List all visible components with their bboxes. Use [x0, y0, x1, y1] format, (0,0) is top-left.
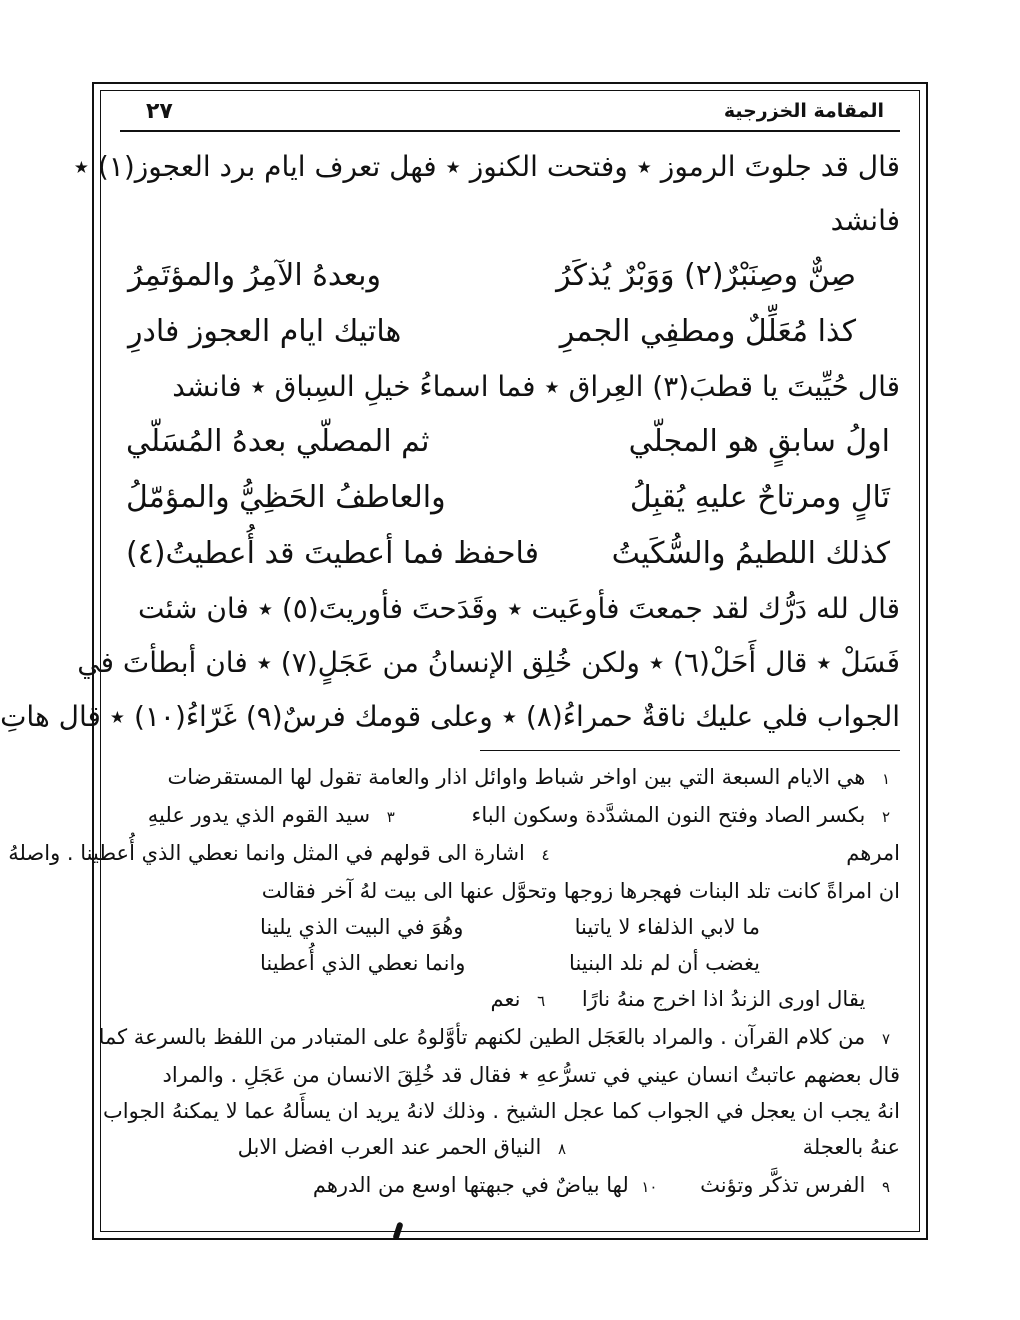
footnote-9-10 [120, 1167, 900, 1205]
footnote-separator [480, 750, 900, 751]
hemistich: صِنٌّ وصِنَبْرٌ(٢) وَوَبْرٌ يُذكَرُ [556, 258, 856, 293]
footnote-number: ٤ [541, 846, 550, 864]
footnote-2-3 [120, 797, 900, 835]
footnote-text: النياق الحمر عند العرب افضل الابل [237, 1135, 542, 1159]
footnote-number: ١٠ [641, 1178, 658, 1196]
footnote-7 [98, 1019, 900, 1057]
hemistich: كذا مُعَلِّلٌ ومطفِي الجمرِ [559, 314, 856, 349]
footnote-text: يقال اورى الزندُ اذا اخرج منهُ نارًا [581, 987, 866, 1011]
hemistich: وانما نعطي الذي أُعطينا [260, 951, 466, 975]
footnote-number: ٧ [881, 1030, 891, 1048]
main-text [0, 140, 900, 744]
footnotes [8, 759, 900, 1205]
footnote-text: عنهُ بالعجلة [802, 1135, 900, 1159]
footnote-1 [120, 759, 900, 797]
hemistich: وبعدهُ الآمِرُ والمؤتَمِرُ [128, 258, 381, 293]
hemistich: كذلك اللطيمُ والسُّكَيتُ [611, 536, 890, 571]
hemistich: اولُ سابقٍ هو المجلّي [628, 424, 890, 459]
text-line: قال حُيِّيتَ يا قطبَ(٣) العِراق ٭ فما اسماءُ خيلِ السِباق ٭ فانشد [172, 370, 900, 403]
verse-line [120, 470, 900, 526]
hemistich: هاتيك ايام العجوز فادرِ [128, 314, 402, 349]
hemistich: ما لابي الذلفاء لا ياتينا [574, 915, 760, 939]
footnote-text: نعم [490, 987, 521, 1011]
footnote-text: بكسر الصاد وفتح النون المشدَّدة وسكون الباء [471, 803, 866, 827]
text-line: فَسَلْ ٭ قال أَحَلْ(٦) ٭ ولكن خُلِق الإنسانُ من عَجَلٍ(٧) ٭ فان أبطأتَ في [77, 646, 900, 679]
footnote-number: ٢ [881, 808, 891, 826]
verse-line [120, 414, 900, 470]
hemistich: ثم المصلّي بعدهُ المُسَلّي [126, 424, 430, 459]
footnote-number: ٨ [557, 1140, 566, 1158]
footnote-text: سيد القوم الذي يدور عليهِ [147, 803, 371, 827]
footnote-text: من كلام القرآن . والمراد بالعَجَل الطين لكنهم تأوَّلوهُ على المتبادر من اللفظ بالسرعة كما [98, 1025, 866, 1049]
running-header [120, 92, 900, 132]
footnote-number: ٦ [537, 992, 546, 1010]
text-line: قال لله دَرُّك لقد جمعتَ فأوعَيت ٭ وقَدَحتَ فأوريتَ(٥) ٭ فان شئت [138, 592, 900, 625]
footnote-number: ٩ [881, 1178, 891, 1196]
footnote-text: هي الايام السبعة التي بين اواخر شباط واوائل اذار والعامة تقول لها المستقرضات [167, 765, 866, 789]
book-page [0, 92, 900, 1205]
hemistich: فاحفظ فما أعطيتَ قد أُعطيتُ(٤) [126, 536, 539, 571]
footnote-3-4 [8, 835, 900, 873]
verse-line [120, 526, 900, 582]
verse-line [120, 248, 900, 304]
text-line: قال قد جلوتَ الرموز ٭ وفتحت الكنوز ٭ فهل تعرف ايام برد العجوز(١) ٭ [73, 150, 900, 183]
verse-line [120, 304, 900, 360]
footnote-text: امرهم [846, 841, 900, 865]
footnote-verse-line [260, 945, 760, 981]
footnote-continuation: انهُ يجب ان يعجل في الجواب كما عجل الشيخ . وذلك لانهُ يريد ان يسأَلهُ عما لا يمكنهُ الجواب [103, 1099, 900, 1123]
page-number: ٢٧ [146, 98, 173, 124]
footnote-verse-line [260, 909, 760, 945]
footnote-5-6 [120, 981, 900, 1019]
hemistich: وهُوَ في البيت الذي يلينا [260, 915, 464, 939]
footnote-number: ٣ [386, 808, 395, 826]
footnote-number: ١ [881, 770, 891, 788]
footnote-continuation: ان امراةً كانت تلد البنات فهجرها زوجها وتحوَّل عنها الى بيت لهُ آخر فقالت [261, 879, 900, 903]
hemistich: يغضب أن لم نلد البنينا [569, 951, 760, 975]
hemistich: والعاطفُ الحَظِيُّ والمؤمّلُ [126, 480, 446, 515]
hemistich: تَالٍ ومرتاحٌ عليهِ يُقبِلُ [629, 480, 890, 515]
text-line: فانشد [830, 204, 900, 237]
footnote-7-8 [120, 1129, 900, 1167]
footnote-text: اشارة الى قولهم في المثل وانما نعطي الذي أُعطينا . واصلهُ [8, 841, 525, 865]
text-line: الجواب فلي عليك ناقةٌ حمراءُ(٨) ٭ وعلى قومك فرسٌ(٩) غَرّاءُ(١٠) ٭ قال هاتِ [0, 700, 900, 733]
footnote-text: لها بياضٌ في جبهتها اوسع من الدرهم [312, 1173, 629, 1197]
header-title: المقامة الخزرجية [723, 100, 884, 122]
footnote-text: الفرس تذكَّر وتؤنث [700, 1173, 866, 1197]
footnote-continuation: قال بعضهم عاتبتُ انسان عيني في تسرُّعهِ ٭ فقال قد خُلِقَ الانسان من عَجَلِ . والمراد [162, 1063, 900, 1087]
